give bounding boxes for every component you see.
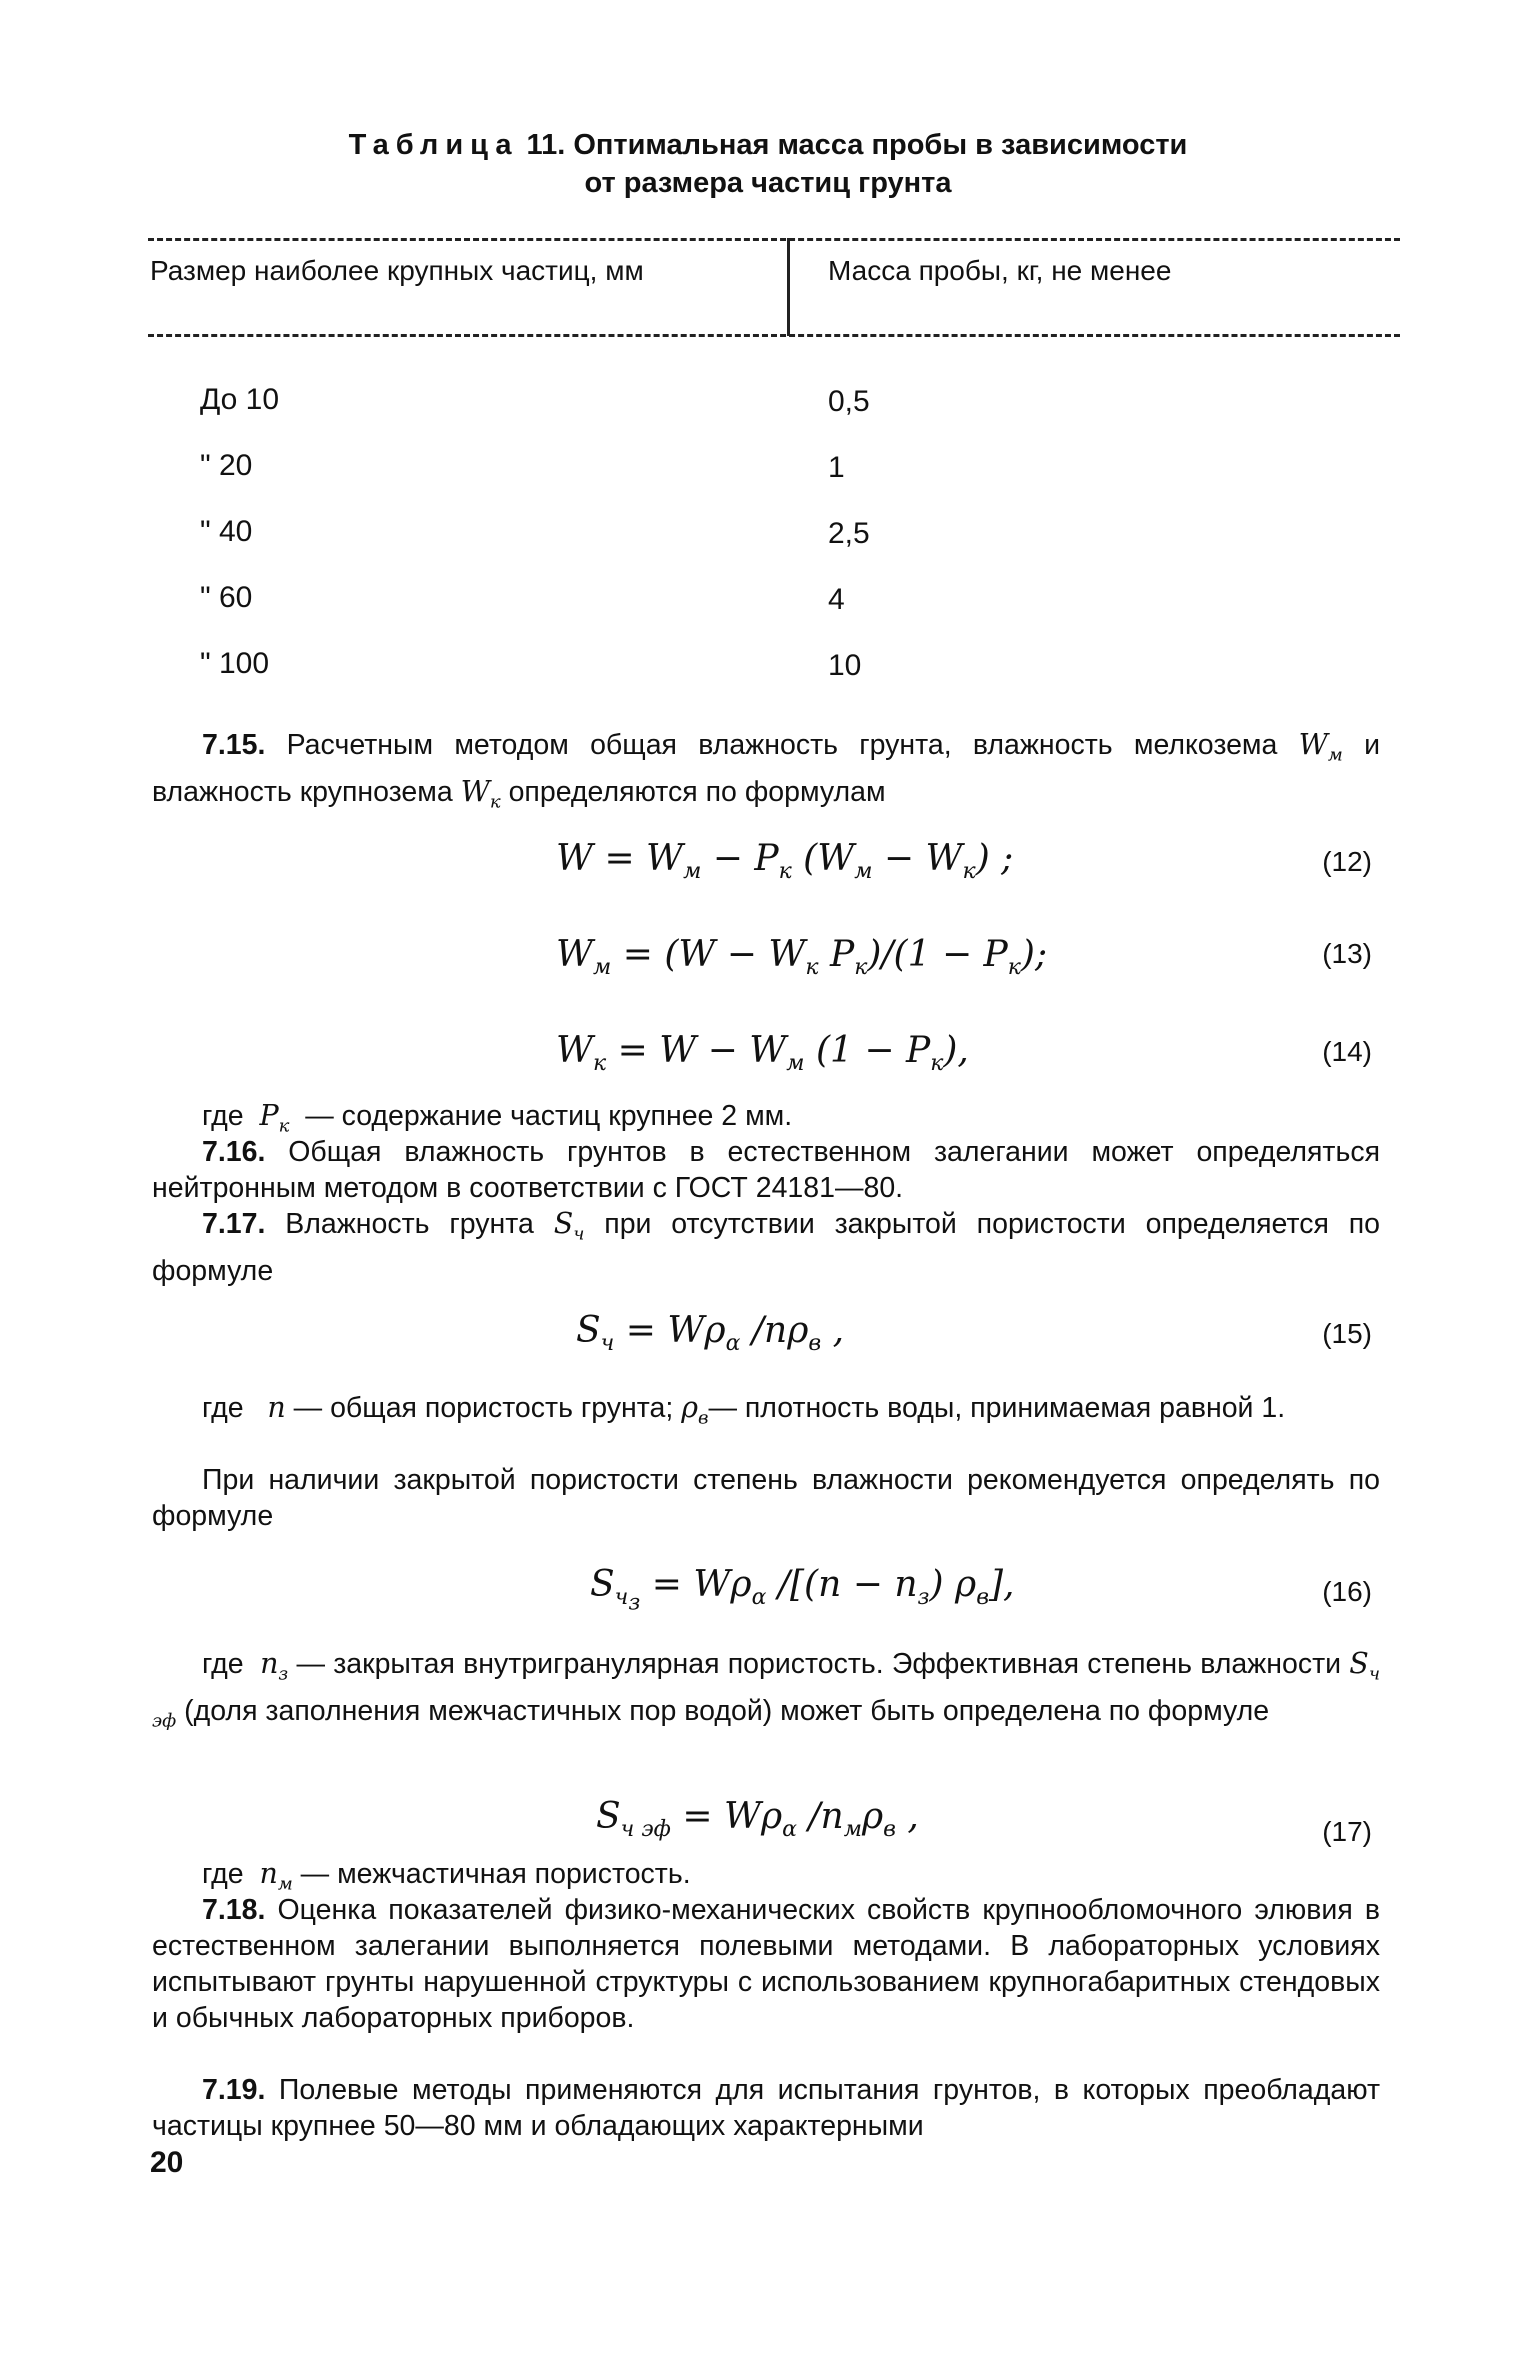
table-cell-size: " 20: [200, 449, 253, 482]
symbol-w-k: $W_к$: [460, 774, 501, 813]
caption-line1: 11. Оптимальная масса пробы в зависимости: [518, 129, 1188, 161]
symbol-rho-v: $\rho_в$: [681, 1391, 709, 1429]
symbol-n-m: $n_м$: [259, 1857, 293, 1895]
clause-number: 7.15.: [202, 729, 266, 761]
table-cell-size: " 60: [200, 581, 253, 614]
symbol-s-ch-ef: $S_{ч эф}$: [152, 1647, 1381, 1732]
paragraph-7-17: 7.17. Влажность грунта $S_ч$ при отсутствии закрытой пористости определяется по формуле: [152, 1207, 1380, 1287]
definition-17: где $n_м$ — межчастичная пористость.: [202, 1857, 691, 1895]
equation-number: (16): [1322, 1576, 1372, 1607]
caption-line2: от размера частиц грунта: [584, 167, 952, 199]
table-cell-size: " 100: [200, 647, 270, 680]
equation-number: (12): [1322, 846, 1372, 877]
formula-12: $W = W_м - P_к$ $(W_м - W_к)$ ;: [556, 838, 1014, 885]
clause-number: 7.19.: [202, 2074, 266, 2106]
caption-word: Таблица: [348, 129, 519, 161]
table-top-rule: [148, 238, 1400, 241]
equation-number: (13): [1322, 938, 1372, 969]
table-cell-mass: 4: [828, 583, 845, 616]
symbol-s-ch: $S_ч$: [553, 1207, 585, 1245]
formula-15: $S_ч = W\rho_\alpha$ $/n\rho_в$ ,: [576, 1310, 845, 1357]
table-header-mass: Масса пробы, кг, не менее: [828, 255, 1172, 286]
table-header-size: Размер наиболее крупных частиц, мм: [150, 255, 644, 286]
table-caption: [150, 126, 1386, 202]
page-number: 20: [150, 2146, 184, 2179]
definition-16: где $n_з$ — закрытая внутригранулярная пористость. Эффективная степень влажности $S_{ч эф}$ (доля заполнения межчастичных пор водой) может быть определена по формуле: [152, 1647, 1381, 1732]
symbol-n: n: [267, 1391, 286, 1424]
paragraph-7-19: 7.19. Полевые методы применяются для испытания грунтов, в которых преобладают частицы крупнее 50—80 мм и обладающих характерными: [152, 2074, 1380, 2142]
table-cell-size: До 10: [200, 383, 280, 416]
paragraph-7-16: 7.16. Общая влажность грунтов в естественном залегании может определяться нейтронным методом в соответствии с ГОСТ 24181—80.: [152, 1136, 1380, 1204]
table-cell-mass: 10: [828, 649, 862, 682]
formula-14: $W_к = W - W_м$ $(1 - P_к)$,: [556, 1030, 969, 1077]
formula-16: $S_{ч_з} = W\rho_\alpha$ $/[(n - n_з)$ $\rho_в$],: [590, 1564, 1015, 1616]
symbol-p-k: $P_к$: [259, 1099, 290, 1137]
definition-15: где n — общая пористость грунта; $\rho_в—$ плотность воды, принимаемая равной 1.: [202, 1391, 1286, 1429]
table-cell-mass: 1: [828, 451, 845, 484]
definition-pk: где $P_к$ — содержание частиц крупнее 2 мм.: [202, 1099, 793, 1137]
clause-number: 7.16.: [202, 1136, 266, 1168]
paragraph-7-18: 7.18. Оценка показателей физико-механических свойств крупнообломочного элювия в естественном залегании выполняется полевыми методами. В лабораторных условиях испытывают грунты нарушенной структуры с использованием крупногабаритных стендовых и обычных лабораторных приборов.: [152, 1894, 1380, 2034]
table-cell-size: " 40: [200, 515, 253, 548]
clause-number: 7.18.: [202, 1894, 266, 1926]
table-cell-mass: 0,5: [828, 385, 870, 418]
equation-number: (17): [1322, 1816, 1372, 1847]
equation-number: (14): [1322, 1036, 1372, 1067]
symbol-n-z: $n_з$: [260, 1647, 289, 1685]
formula-17: $S_{ч эф} = W\rho_\alpha$ $/n_м\rho_в$ ,: [596, 1796, 919, 1843]
clause-number: 7.17.: [202, 1208, 266, 1240]
table-column-divider: [787, 238, 790, 336]
paragraph-closed-porosity: При наличии закрытой пористости степень влажности рекомендуется определять по формуле: [152, 1464, 1380, 1532]
symbol-w-m: $W_м$: [1298, 728, 1343, 766]
formula-13: $W_м = (W - W_к$ $P_к)/(1 - P_к)$;: [556, 934, 1048, 981]
paragraph-7-15: 7.15. Расчетным методом общая влажность грунта, влажность мелкозема $W_м$ и влажность крупнозема $W_к$ определяются по формулам: [152, 728, 1380, 813]
table-cell-mass: 2,5: [828, 517, 870, 550]
table-header-rule: [148, 334, 1400, 337]
equation-number: (15): [1322, 1318, 1372, 1349]
